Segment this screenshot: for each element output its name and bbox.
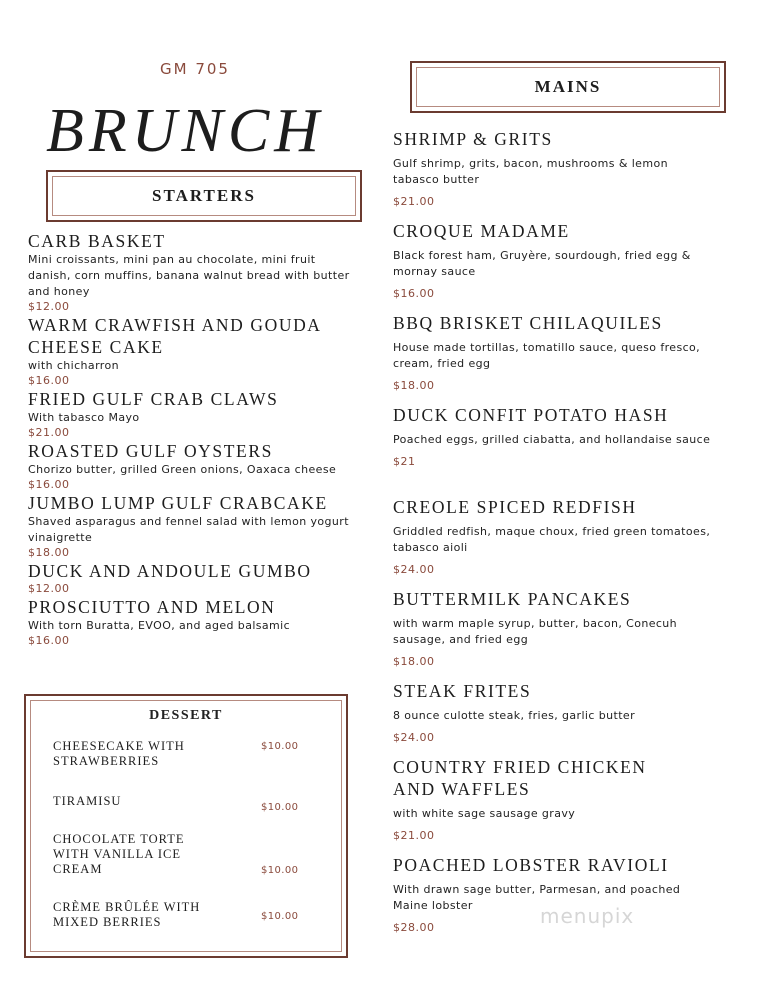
list-item (28, 440, 358, 492)
starters-list (28, 230, 358, 648)
item-price: $28.00 (393, 921, 435, 934)
item-price: $16.00 (28, 374, 70, 387)
main-item-0 (393, 128, 713, 209)
item-desc: With torn Buratta, EVOO, and aged balsamic (28, 619, 291, 632)
list-item (28, 314, 358, 388)
list-item (28, 230, 358, 314)
item-desc: Chorizo butter, grilled Green onions, Oaxaca cheese (28, 463, 337, 476)
item-price: $21.00 (393, 195, 435, 208)
item-name: CARB BASKET (28, 231, 166, 251)
item-price: $21.00 (393, 829, 435, 842)
item-price: $16.00 (28, 478, 70, 491)
item-desc: with chicharron (28, 359, 119, 372)
starters-heading-frame (46, 170, 362, 222)
list-item (28, 560, 358, 596)
item-name: CROQUE MADAME (393, 221, 570, 241)
item-desc: With tabasco Mayo (28, 411, 140, 424)
restaurant-tag: GM 705 (160, 60, 230, 78)
item-price: $16.00 (28, 634, 70, 647)
item-desc: with white sage sausage gravy (393, 807, 576, 820)
item-name: COUNTRY FRIED CHICKEN AND WAFFLES (393, 757, 647, 799)
item-name: BBQ BRISKET CHILAQUILES (393, 313, 663, 333)
dessert-item-name: CHEESECAKE WITH STRAWBERRIES (53, 739, 185, 768)
item-name: ROASTED GULF OYSTERS (28, 441, 273, 461)
dessert-item-name: CHOCOLATE TORTE WITH VANILLA ICE CREAM (53, 832, 185, 876)
dessert-item-price: $10.00 (261, 802, 299, 813)
list-item (28, 596, 358, 648)
item-name: JUMBO LUMP GULF CRABCAKE (28, 493, 328, 513)
item-desc: Black forest ham, Gruyère, sourdough, fried egg & mornay sauce (393, 249, 691, 278)
main-item-4 (393, 496, 713, 577)
item-price: $21 (393, 455, 416, 468)
item-name: PROSCIUTTO AND MELON (28, 597, 276, 617)
item-name: STEAK FRITES (393, 681, 532, 701)
item-desc: with warm maple syrup, butter, bacon, Conecuh sausage, and fried egg (393, 617, 678, 646)
item-desc: Mini croissants, mini pan au chocolate, mini fruit danish, corn muffins, banana walnut bread with butter and honey (28, 253, 350, 298)
main-item-2 (393, 312, 713, 393)
item-name: FRIED GULF CRAB CLAWS (28, 389, 279, 409)
mains-heading: MAINS (416, 67, 720, 107)
item-name: CREOLE SPICED REDFISH (393, 497, 637, 517)
item-desc: House made tortillas, tomatillo sauce, queso fresco, cream, fried egg (393, 341, 701, 370)
item-price: $12.00 (28, 582, 70, 595)
item-name: DUCK CONFIT POTATO HASH (393, 405, 669, 425)
item-desc: Griddled redfish, maque choux, fried green tomatoes, tabasco aioli (393, 525, 711, 554)
item-desc: Poached eggs, grilled ciabatta, and hollandaise sauce (393, 433, 711, 446)
item-price: $24.00 (393, 731, 435, 744)
dessert-frame (24, 694, 348, 958)
item-price: $16.00 (393, 287, 435, 300)
item-price: $24.00 (393, 563, 435, 576)
item-price: $18.00 (28, 546, 70, 559)
watermark: menupix (540, 904, 635, 928)
dessert-item-name: CRÈME BRÛLÉE WITH MIXED BERRIES (53, 900, 201, 929)
item-desc: 8 ounce culotte steak, fries, garlic butter (393, 709, 636, 722)
dessert-item-price: $10.00 (261, 865, 299, 876)
main-item-6 (393, 680, 713, 745)
list-item (28, 388, 358, 440)
item-desc: Shaved asparagus and fennel salad with lemon yogurt vinaigrette (28, 515, 349, 544)
main-item-7 (393, 756, 713, 843)
item-price: $12.00 (28, 300, 70, 313)
dessert-heading: DESSERT (149, 708, 223, 723)
item-name: POACHED LOBSTER RAVIOLI (393, 855, 669, 875)
starters-heading: STARTERS (52, 176, 356, 216)
item-name: WARM CRAWFISH AND GOUDA CHEESE CAKE (28, 315, 321, 357)
dessert-item-name: TIRAMISU (53, 794, 122, 808)
main-item-5 (393, 588, 713, 669)
main-item-3 (393, 404, 713, 469)
main-item-1 (393, 220, 713, 301)
menu-title: BRUNCH (46, 97, 324, 165)
item-price: $18.00 (393, 379, 435, 392)
item-price: $18.00 (393, 655, 435, 668)
item-price: $21.00 (28, 426, 70, 439)
dessert-item-price: $10.00 (261, 911, 299, 922)
item-name: BUTTERMILK PANCAKES (393, 589, 632, 609)
list-item (28, 492, 358, 560)
item-desc: Gulf shrimp, grits, bacon, mushrooms & lemon tabasco butter (393, 157, 668, 186)
item-name: SHRIMP & GRITS (393, 129, 553, 149)
dessert-item-price: $10.00 (261, 741, 299, 752)
mains-heading-frame (410, 61, 726, 113)
item-desc: With drawn sage butter, Parmesan, and poached Maine lobster (393, 883, 681, 912)
item-name: DUCK AND ANDOULE GUMBO (28, 561, 312, 581)
